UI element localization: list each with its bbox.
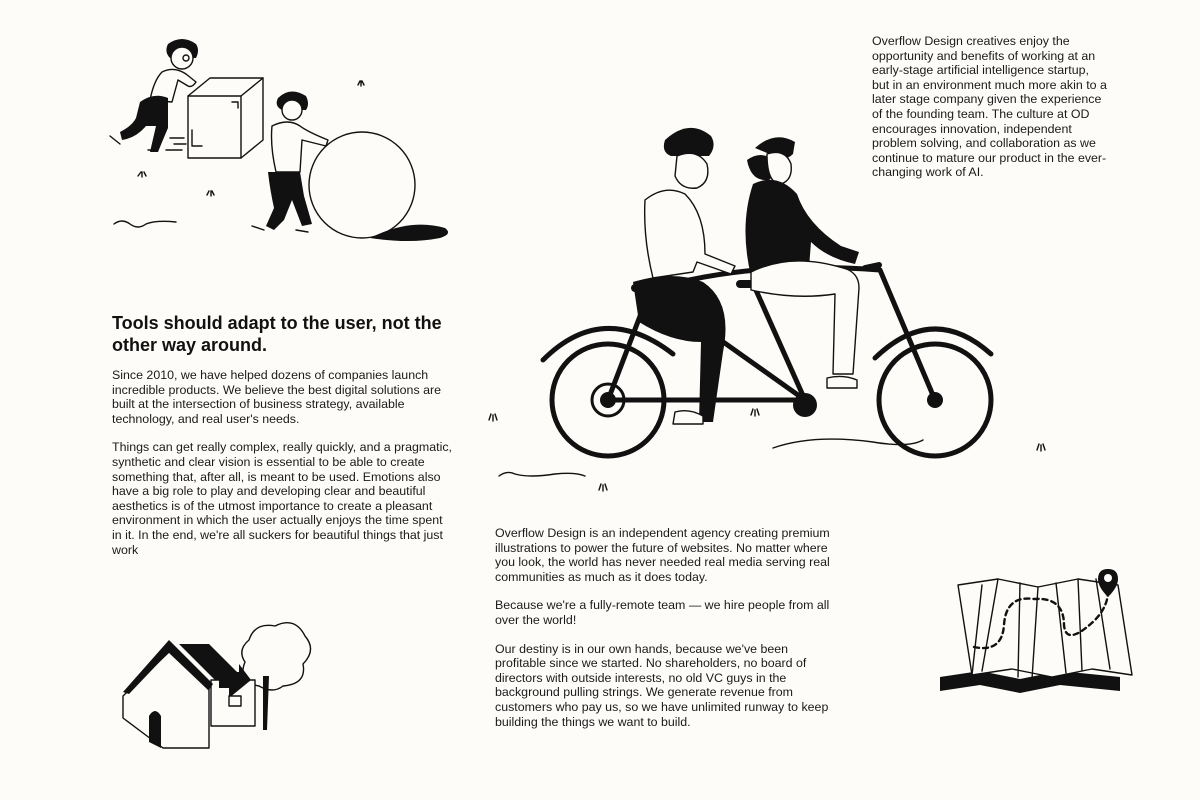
about-section <box>495 526 835 743</box>
hero-heading: Tools should adapt to the user, not the other way around. <box>112 313 442 355</box>
culture-section <box>872 34 1108 194</box>
about-paragraph-2: Because we're a fully-remote team — we hire people from all over the world! <box>495 598 830 627</box>
about-paragraph-1: Overflow Design is an independent agency creating premium illustrations to power the future of websites. No matter where you look, the world has never needed real media serving real communities as much as it does today. <box>495 526 830 584</box>
folded-map-illustration <box>930 565 1130 695</box>
house-tree-illustration <box>115 620 315 750</box>
hero-section <box>112 312 454 571</box>
about-paragraph-3: Our destiny is in our own hands, because we've been profitable since we started. No shareholders, no board of directors with outside interests, no old VC guys in the background pulling strings. We generate revenue from customers who pay us, so we have unlimited runway to keep building the things we want to build. <box>495 641 829 729</box>
hero-paragraph-1: Since 2010, we have helped dozens of companies launch incredible products. We believe the best digital solutions are built at the intersection of business strategy, available technology, and real user's needs. <box>112 368 441 426</box>
hero-paragraph-2: Things can get really complex, really quickly, and a pragmatic, synthetic and clear vision is essential to be able to create something that, after all, is meant to be used. Emotions also have a big role to play and developing clear and beautiful aesthetics is of the utmost importance to create a pleasant environment in which the user actually enjoys the time spent in it. In the end, we're all suckers for beautiful things that just work <box>112 440 452 557</box>
culture-paragraph: Overflow Design creatives enjoy the opportunity and benefits of working at an early-stage artificial intelligence startup, but in an environment much more akin to a later stage company given the experience of the founding team. The culture at OD encourages innovation, independent problem solving, and collaboration as we continue to mature our product in the ever-changing work of AI. <box>872 34 1107 180</box>
people-pushing-shapes-illustration <box>100 30 460 250</box>
